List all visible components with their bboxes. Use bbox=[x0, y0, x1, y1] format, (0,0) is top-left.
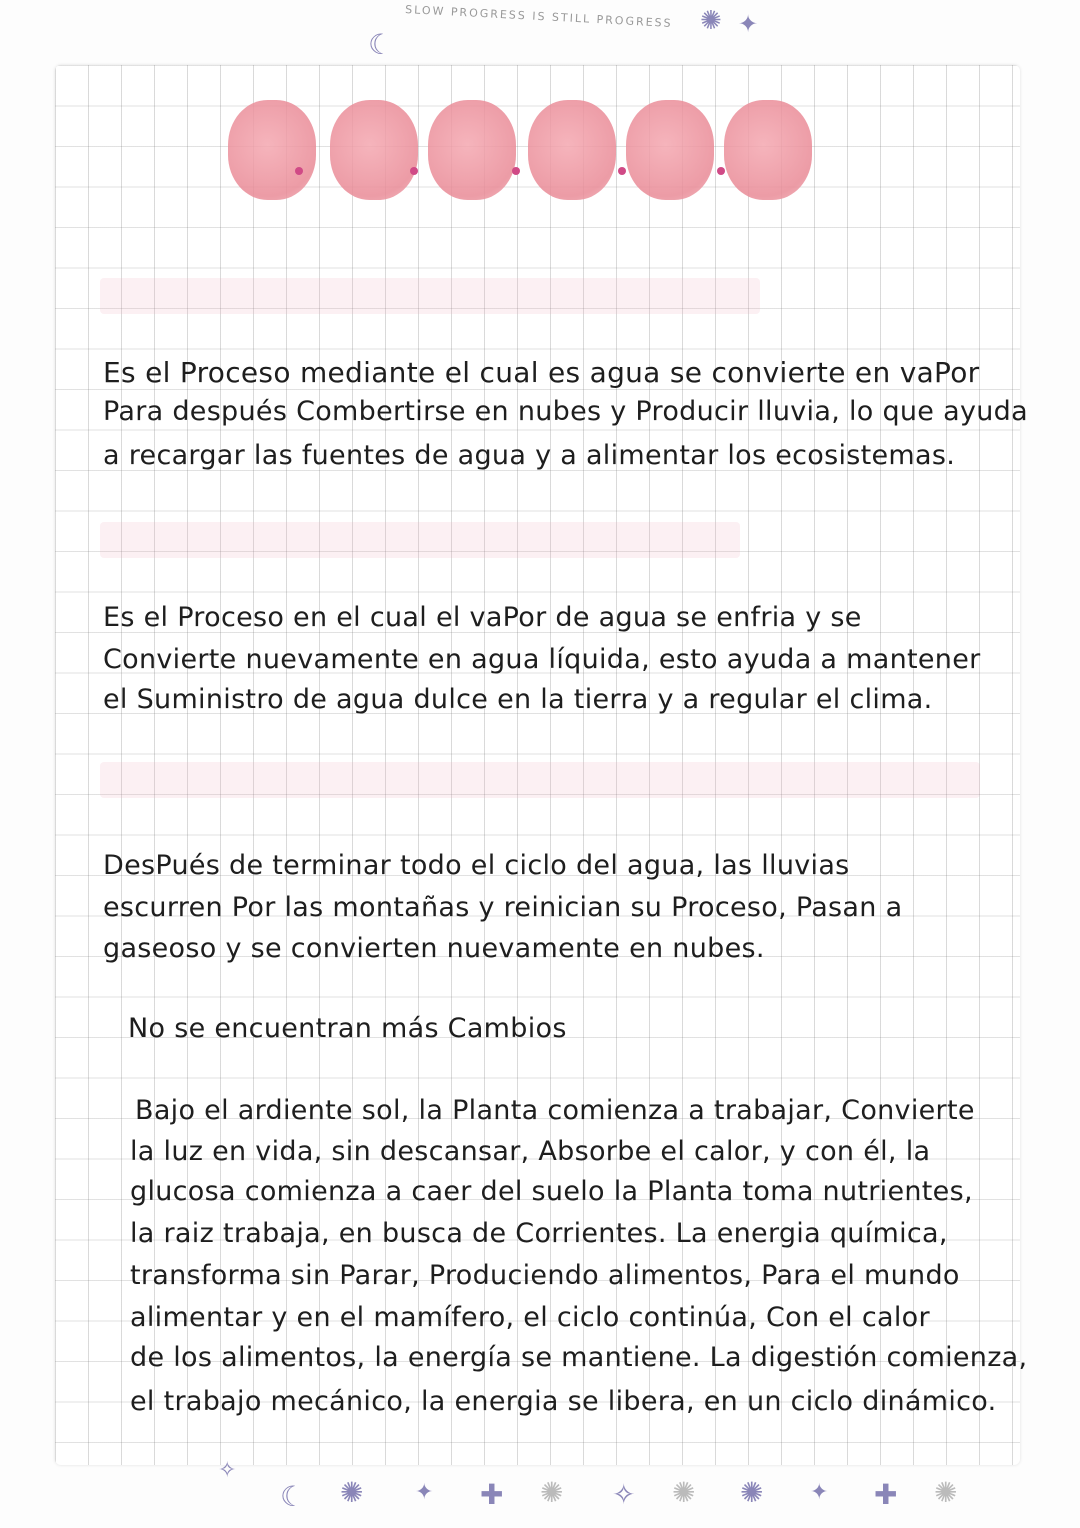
sparkle-icon: ✧ bbox=[218, 1458, 237, 1483]
star-icon: ✦ bbox=[415, 1480, 434, 1505]
sun-icon: ✺ bbox=[740, 1476, 764, 1509]
text-line: Bajo el ardiente sol, la Planta comienza a trabajar, Convierte bbox=[135, 1095, 975, 1126]
text-line: transforma sin Parar, Produciendo alimentos, Para el mundo bbox=[130, 1260, 960, 1291]
text-line: Es el Proceso en el cual el vaPor de agua se enfria y se bbox=[103, 602, 862, 633]
text-line: de los alimentos, la energía se mantiene. La digestión comienza, bbox=[130, 1342, 1028, 1373]
star-icon: ✦ bbox=[738, 10, 759, 38]
text-line: DesPués de terminar todo el ciclo del agua, las lluvias bbox=[103, 850, 850, 881]
pink-dot bbox=[410, 167, 418, 175]
sparkle-icon: ✚ bbox=[874, 1478, 898, 1511]
text-line: la luz en vida, sin descansar, Absorbe el calor, y con él, la bbox=[130, 1136, 931, 1167]
pink-blob bbox=[228, 100, 316, 200]
text-line: gaseoso y se convierten nuevamente en nubes. bbox=[103, 933, 765, 964]
sun-icon: ✺ bbox=[672, 1476, 696, 1509]
text-line: alimentar y en el mamífero, el ciclo continúa, Con el calor bbox=[130, 1302, 930, 1333]
text-line: Convierte nuevamente en agua líquida, esto ayuda a mantener bbox=[103, 644, 981, 675]
text-line: el trabajo mecánico, la energia se libera, en un ciclo dinámico. bbox=[130, 1386, 997, 1417]
pink-blob bbox=[528, 100, 616, 200]
text-line: el Suministro de agua dulce en la tierra y a regular el clima. bbox=[103, 684, 933, 715]
text-line: glucosa comienza a caer del suelo la Planta toma nutrientes, bbox=[130, 1176, 973, 1207]
text-line: No se encuentran más Cambios bbox=[128, 1013, 567, 1044]
pink-blob bbox=[428, 100, 516, 200]
pink-blob bbox=[330, 100, 418, 200]
moon-icon: ☾ bbox=[280, 1480, 306, 1513]
sun-icon: ✺ bbox=[934, 1476, 958, 1509]
faded-heading bbox=[100, 522, 740, 558]
faded-heading bbox=[100, 278, 760, 314]
text-line: a recargar las fuentes de agua y a alimentar los ecosistemas. bbox=[103, 440, 956, 471]
sun-icon: ✺ bbox=[700, 6, 722, 36]
sparkle-icon: ✧ bbox=[612, 1478, 636, 1511]
text-line: la raiz trabaja, en busca de Corrientes. La energia química, bbox=[130, 1218, 948, 1249]
faded-heading bbox=[100, 762, 980, 798]
motto-text: SLOW PROGRESS IS STILL PROGRESS bbox=[404, 3, 673, 30]
moon-icon: ☾ bbox=[368, 28, 394, 61]
pink-dot bbox=[618, 167, 626, 175]
pink-blob bbox=[724, 100, 812, 200]
pink-dot bbox=[717, 167, 725, 175]
text-line: Para después Combertirse en nubes y Producir lluvia, lo que ayuda bbox=[103, 396, 1028, 427]
pink-blob bbox=[626, 100, 714, 200]
sun-icon: ✺ bbox=[340, 1476, 364, 1509]
text-line: escurren Por las montañas y reinician su Proceso, Pasan a bbox=[103, 892, 903, 923]
text-line: Es el Proceso mediante el cual es agua se convierte en vaPor bbox=[103, 356, 980, 389]
pink-dot bbox=[512, 167, 520, 175]
sun-icon: ✺ bbox=[540, 1476, 564, 1509]
star-icon: ✦ bbox=[810, 1480, 829, 1505]
sparkle-icon: ✚ bbox=[480, 1478, 504, 1511]
pink-dot bbox=[295, 167, 303, 175]
